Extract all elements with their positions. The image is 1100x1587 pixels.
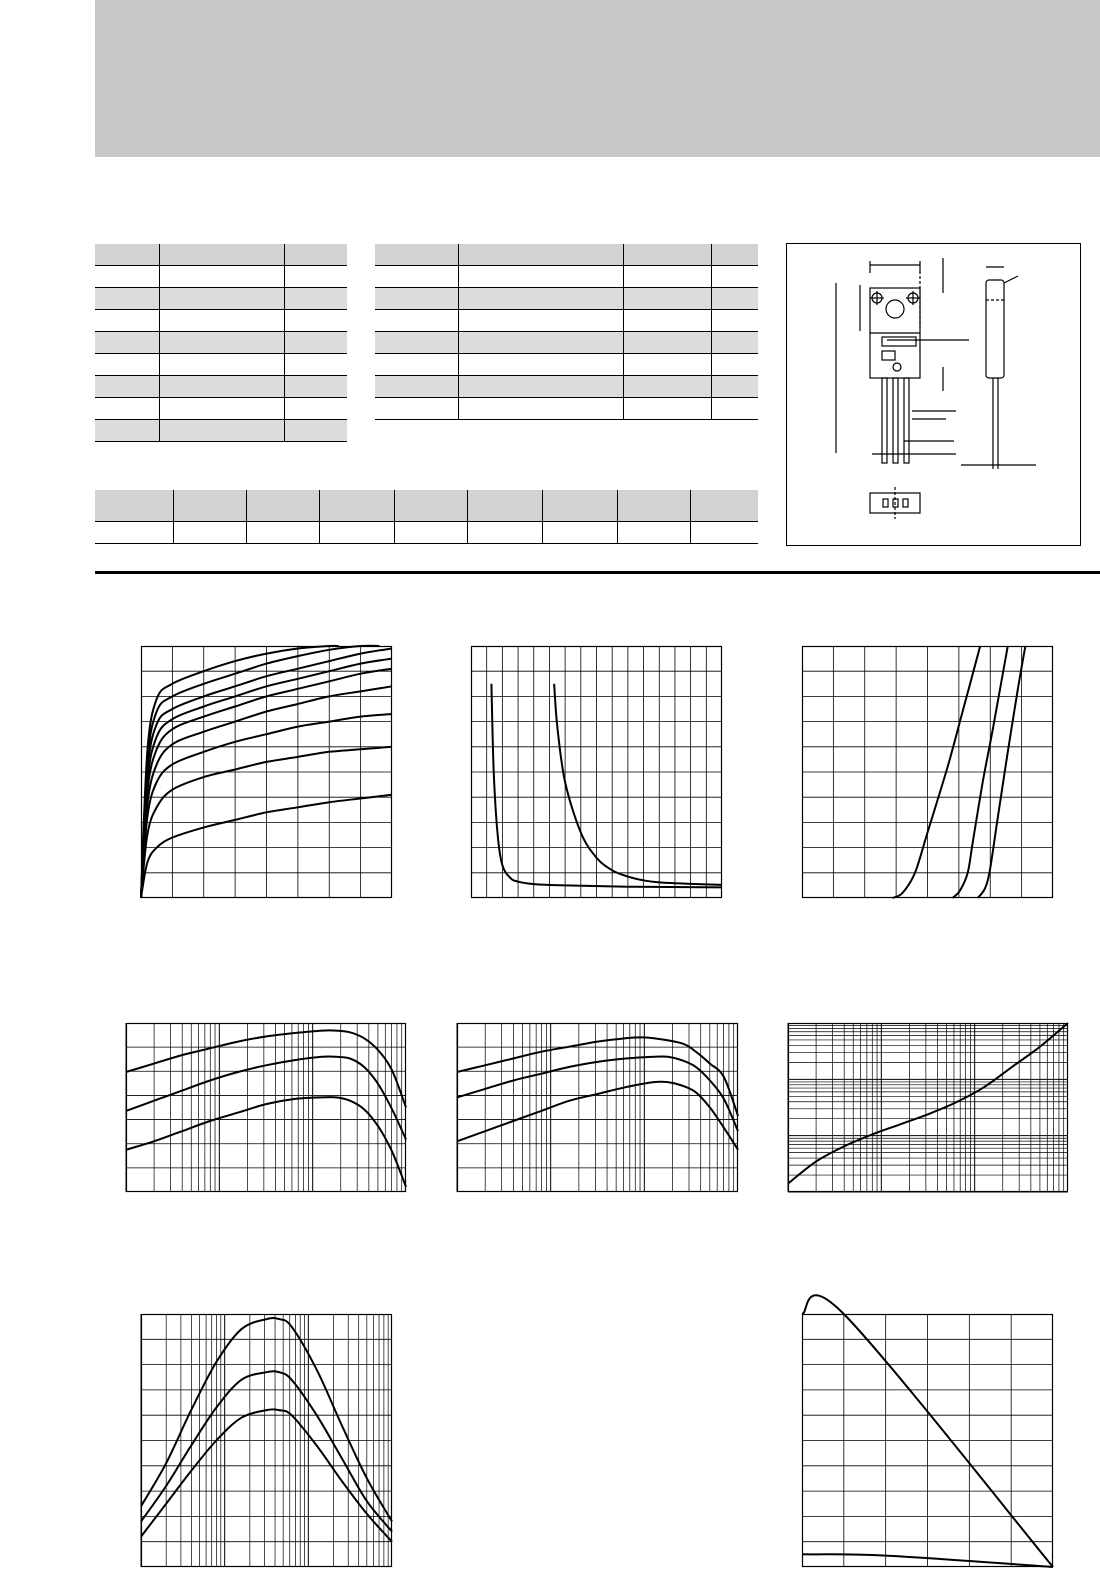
series-line-1 (788, 1023, 1068, 1184)
table-cell (375, 354, 458, 376)
table-cell (285, 332, 348, 354)
table-cell (623, 354, 712, 376)
table-cell (542, 490, 617, 522)
table-cell (712, 398, 758, 420)
table-row (375, 332, 758, 354)
table-cell (712, 266, 758, 288)
table-row (95, 376, 347, 398)
table-cell (712, 332, 758, 354)
table-cell (712, 244, 758, 266)
table-cell (285, 376, 348, 398)
table-cell (375, 376, 458, 398)
table-cell (375, 310, 458, 332)
grid (457, 1023, 738, 1192)
table-cell (95, 398, 160, 420)
table-row (95, 420, 347, 442)
table-cell (468, 522, 543, 544)
plot-frame (789, 1024, 1068, 1192)
chart-3 (802, 646, 1053, 898)
table-cell (160, 288, 285, 310)
table-cell (95, 244, 160, 266)
table-cell (712, 376, 758, 398)
table-row (95, 398, 347, 420)
table-cell (712, 288, 758, 310)
grid (126, 1023, 406, 1192)
table-row (95, 332, 347, 354)
table-cell (458, 354, 623, 376)
table-row (375, 266, 758, 288)
chart-4 (126, 1023, 406, 1192)
table-header-row (95, 244, 347, 266)
chart-1 (141, 646, 392, 898)
table-cell (160, 244, 285, 266)
chart-7 (141, 1314, 392, 1567)
table-cell (160, 398, 285, 420)
table-row (95, 266, 347, 288)
table-cell (691, 490, 758, 522)
grid (471, 646, 722, 898)
table-cell (285, 398, 348, 420)
series-line-1 (457, 1037, 738, 1116)
table-cell (285, 354, 348, 376)
table-cell (173, 490, 247, 522)
grid (802, 646, 1053, 898)
table-cell (375, 398, 458, 420)
table-cell (623, 310, 712, 332)
table-row (95, 522, 758, 544)
table-row (375, 354, 758, 376)
series-line-3 (126, 1097, 406, 1187)
absolute-maximum-ratings-table (95, 244, 347, 442)
table-cell (285, 244, 348, 266)
table-cell (95, 288, 160, 310)
series-line-3 (141, 1409, 392, 1541)
series-line-3 (457, 1082, 738, 1150)
table-cell (394, 522, 468, 544)
table-cell (623, 244, 712, 266)
table-cell (623, 332, 712, 354)
table-cell (617, 490, 691, 522)
table-cell (95, 354, 160, 376)
table-cell (160, 354, 285, 376)
plot-frame (127, 1024, 406, 1192)
table-row (95, 354, 347, 376)
table-row (375, 376, 758, 398)
table-cell (95, 420, 160, 442)
section-divider-rule (95, 571, 1100, 574)
table-cell (458, 244, 623, 266)
electrical-characteristics-table (375, 244, 758, 420)
to-220f-package-outline-icon (836, 258, 1036, 519)
series-line-2 (554, 684, 722, 885)
table-cell (458, 376, 623, 398)
hfe-rank-table (95, 490, 758, 544)
table-cell (247, 490, 320, 522)
table-row (375, 310, 758, 332)
table-cell (285, 310, 348, 332)
table-cell (623, 376, 712, 398)
chart-5 (457, 1023, 738, 1192)
table-cell (458, 266, 623, 288)
series-line-1 (491, 684, 722, 888)
table-cell (160, 376, 285, 398)
table-cell (623, 266, 712, 288)
table-cell (712, 310, 758, 332)
table-cell (691, 522, 758, 544)
table-cell (458, 288, 623, 310)
table-cell (375, 266, 458, 288)
table-cell (285, 288, 348, 310)
table-cell (95, 266, 160, 288)
grid (141, 1314, 392, 1567)
chart-8 (802, 1314, 1053, 1567)
series-line-2 (126, 1056, 406, 1139)
table-row (375, 398, 758, 420)
table-cell (160, 420, 285, 442)
table-cell (95, 522, 173, 544)
table-cell (285, 420, 348, 442)
table-header-row (375, 244, 758, 266)
table-cell (375, 332, 458, 354)
table-cell (160, 310, 285, 332)
table-cell (95, 376, 160, 398)
table-cell (319, 490, 394, 522)
table-cell (375, 288, 458, 310)
table-cell (458, 398, 623, 420)
table-cell (319, 522, 394, 544)
table-cell (160, 266, 285, 288)
table-cell (542, 522, 617, 544)
table-cell (617, 522, 691, 544)
grid (788, 1023, 1068, 1192)
table-cell (95, 332, 160, 354)
plot-frame (458, 1024, 738, 1192)
table-row (95, 288, 347, 310)
table-row (375, 288, 758, 310)
table-cell (623, 288, 712, 310)
table-cell (95, 310, 160, 332)
table-cell (468, 490, 543, 522)
table-cell (285, 266, 348, 288)
table-cell (458, 310, 623, 332)
table-cell (160, 332, 285, 354)
table-cell (95, 490, 173, 522)
table-header-row (95, 490, 758, 522)
table-cell (458, 332, 623, 354)
grid (802, 1314, 1053, 1567)
package-outline-drawing (786, 243, 1081, 546)
header-band (95, 0, 1100, 157)
table-cell (173, 522, 247, 544)
grid (141, 646, 392, 898)
table-cell (712, 354, 758, 376)
chart-6 (788, 1023, 1068, 1192)
chart-2 (471, 646, 722, 898)
table-cell (623, 398, 712, 420)
table-cell (394, 490, 468, 522)
table-row (95, 310, 347, 332)
table-cell (375, 244, 458, 266)
table-cell (247, 522, 320, 544)
